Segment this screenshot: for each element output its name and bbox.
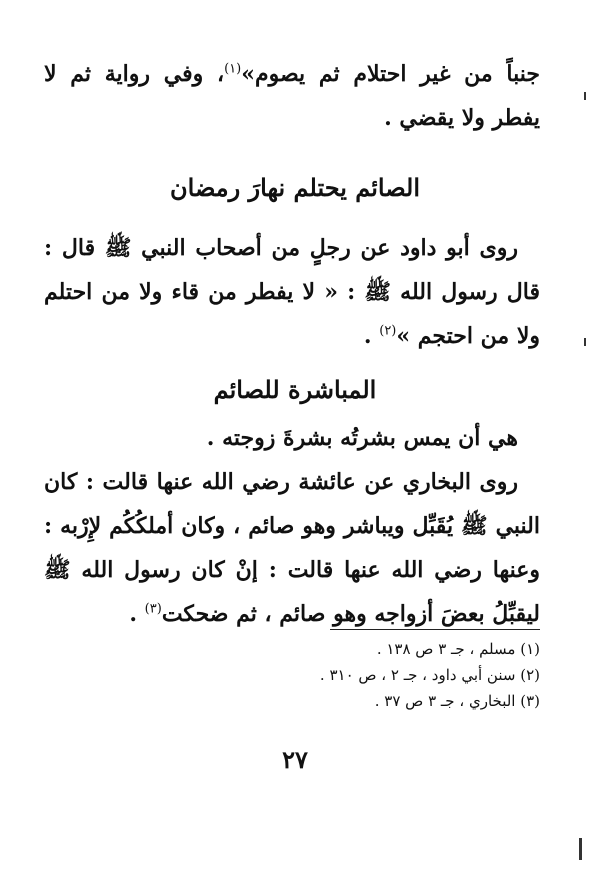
section1-paragraph (44, 226, 540, 358)
section2-definition: هي أن يمس بشرتُه بشرةَ زوجته . (206, 425, 518, 451)
section1-text-after: . (363, 323, 380, 349)
section-title-wet-dream: الصائم يحتلم نهارَ رمضان (170, 173, 420, 202)
intro-text: جنباً من غير احتلام ثم يصوم» (241, 61, 540, 87)
section2-text-after: . (129, 601, 145, 627)
edge-mark-top (584, 92, 586, 100)
section2-text: روى البخاري عن عائشة رضي الله عنها قالت : كان النبي ﷺ يُقَبِّل ويباشر وهو صائم ، وكان أملكُكُم لإِرْبه : وعنها رضي الله عنها قالت : إنْ كان رسول الله ﷺ ليقبِّلُ بعضَ أزواجه وهو صائم ، ثم ضحكت (44, 469, 540, 627)
intro-text-after: ، وفي رواية ثم لا يفطر ولا يقضي . (44, 61, 540, 131)
footnote-ref-3[interactable]: (٣) (144, 601, 162, 617)
footnote-1: (١) مسلم ، جـ ٣ ص ١٣٨ . (376, 640, 540, 658)
page-number: ٢٧ (282, 745, 308, 774)
footnote-divider (330, 629, 540, 630)
footnote-ref-2[interactable]: (٢) (379, 323, 397, 339)
edge-mark-bottom (579, 838, 582, 860)
footnote-3: (٣) البخاري ، جـ ٣ ص ٣٧ . (374, 692, 540, 710)
intro-paragraph (44, 52, 540, 140)
edge-mark-middle (584, 338, 586, 346)
section-title-intimacy: المباشرة للصائم (213, 375, 377, 404)
section2-paragraph (44, 460, 540, 636)
footnote-ref-1[interactable]: (١) (224, 61, 242, 77)
footnote-2: (٢) سنن أبي داود ، جـ ٢ ، ص ٣١٠ . (319, 666, 540, 684)
section1-text: روى أبو داود عن رجلٍ من أصحاب النبي ﷺ قال : قال رسول الله ﷺ : « لا يفطر من قاء ولا من احتلم ولا من احتجم » (44, 235, 540, 349)
footnotes (44, 636, 540, 714)
